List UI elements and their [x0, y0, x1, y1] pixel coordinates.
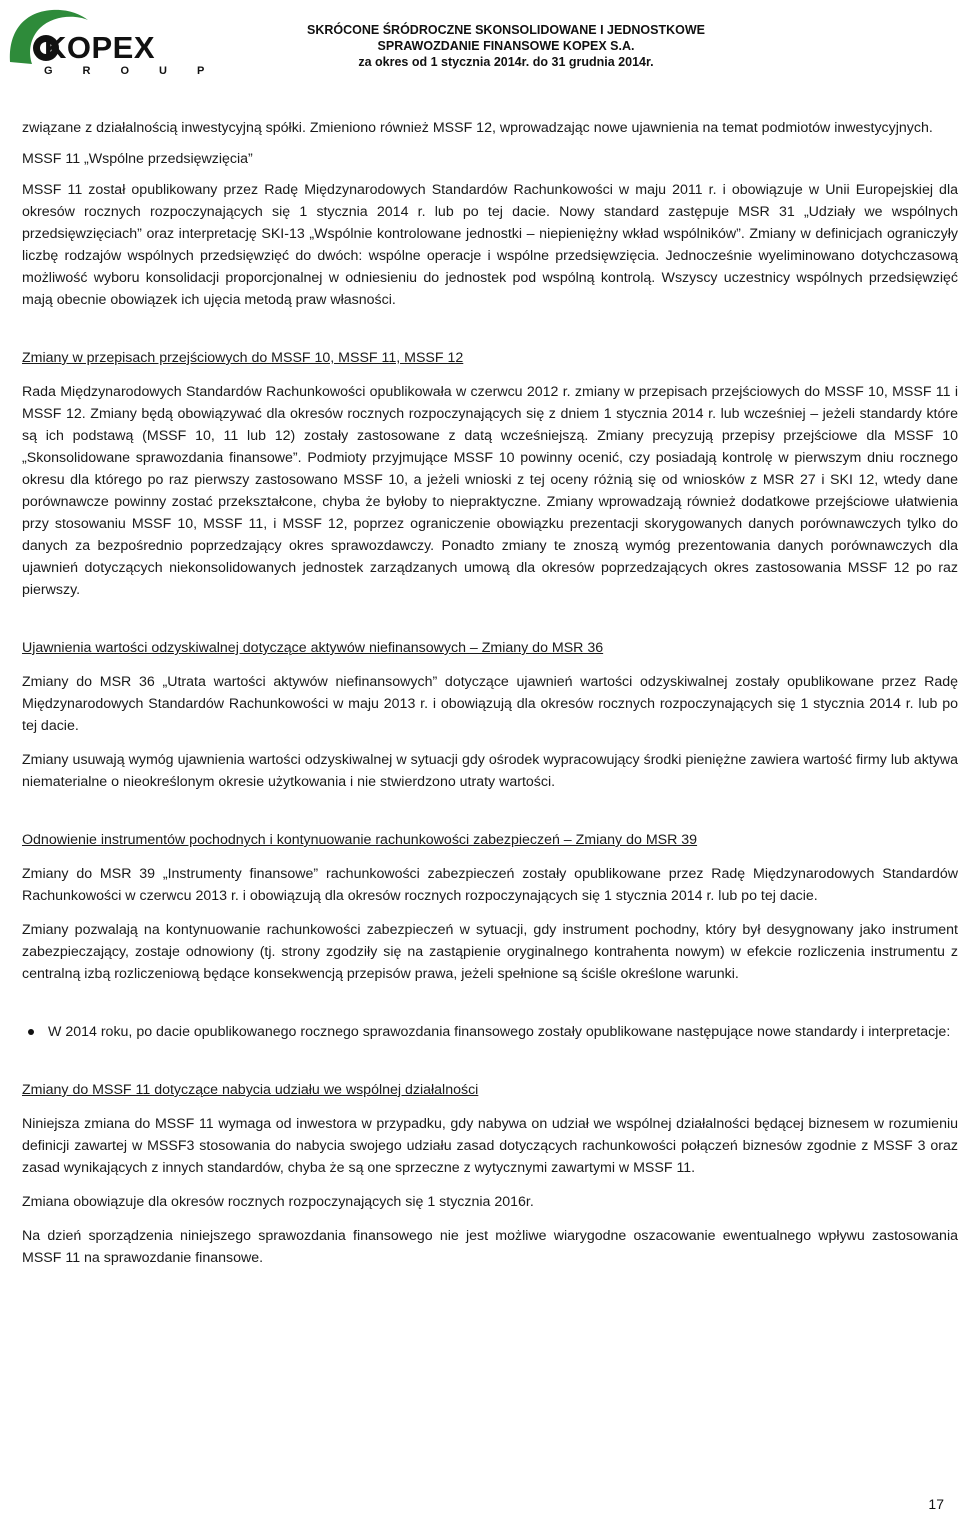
- paragraph-transition-changes: Rada Międzynarodowych Standardów Rachunkowości opublikowała w czerwcu 2012 r. zmiany w przepisach przejściowych do MSSF 10, MSSF 11 i MSSF 12. Zmiany będą obowiązywać dla okresów rocznych rozpoczynających się z dniem 1 stycznia 2014 r. lub wcześniej – jeżeli standardy które są ich podstawą (MSSF 10, 11 lub 12) zostały zastosowane z datą wcześniejszą. Zmiany precyzują przepisy przejściowe dla MSSF 10 „Skonsolidowane sprawozdania finansowe”. Podmioty przyjmujące MSSF 10 powinny ocenić, czy posiadają kontrolę w pierwszym dniu rocznego okresu dla którego po raz pierwszy zastosowano MSSF 10, a jeżeli wnioski z tej oceny różnią się od wniosków z MSR 27 i SKI 12, wtedy dane porównawcze powinny zostać przekształcone, chyba że byłoby to niepraktyczne. Zmiany wprowadzają również dodatkowe przejściowe ułatwienia przy stosowaniu MSSF 10, MSSF 11, i MSSF 12, poprzez ograniczenie obowiązku prezentacji skorygowanych danych porównawczych tylko do danych za bezpośrednio poprzedzający okres sprawozdawczy. Ponadto zmiany te znoszą wymóg prezentowania danych porównawczych dla ujawnień dotyczących niekonsolidowanych jednostek zarządzanych umową dla okresów poprzedzających okres zastosowania MSSF 12 po raz pierwszy.: [22, 384, 958, 598]
- paragraph-msr36-publication: Zmiany do MSR 36 „Utrata wartości aktywów niefinansowych” dotyczące ujawnień wartości odzyskiwalnej zostały opublikowane przez Radę Międzynarodowych Standardów Rachunkowości w maju 2013 r. i obowiązują dla okresów rocznych rozpoczynających się 1 stycznia 2014 r. lub po tej dacie.: [22, 674, 958, 734]
- paragraph-msr39-publication: Zmiany do MSR 39 „Instrumenty finansowe” rachunkowości zabezpieczeń zostały opublikowane przez Radę Międzynarodowych Standardów Rachunkowości w czerwcu 2013 r. i obowiązują dla okresów rocznych rozpoczynających się 1 stycznia 2014 r. lub po tej dacie.: [22, 866, 958, 904]
- bullet-list-item: [22, 1021, 958, 1043]
- page-header: [0, 0, 960, 90]
- document-body: [22, 117, 958, 1269]
- logo-group-text: GROUP: [44, 65, 235, 77]
- paragraph-effective-date: Zmiana obowiązuje dla okresów rocznych rozpoczynających się 1 stycznia 2016r.: [22, 1194, 534, 1210]
- paragraph-impact-assessment: Na dzień sporządzenia niniejszego sprawozdania finansowego nie jest możliwe wiarygodne oszacowanie ewentualnego wpływu zastosowania MSSF 11 na sprawozdanie finansowe.: [22, 1228, 958, 1266]
- heading-transition-changes: Zmiany w przepisach przejściowych do MSSF 10, MSSF 11, MSSF 12: [22, 350, 464, 366]
- heading-mssf11-acquisition: Zmiany do MSSF 11 dotyczące nabycia udziału we wspólnej działalności: [22, 1082, 479, 1098]
- document-header-titles: [296, 22, 716, 70]
- bullet-dot-icon: [28, 1029, 34, 1035]
- paragraph-msr36-changes: Zmiany usuwają wymóg ujawnienia wartości odzyskiwalnej w sytuacji gdy ośrodek wypracowujący środki pieniężne zawiera wartość firmy lub aktywa niematerialne o nieokreślonym okresie użytkowania i nie stwierdzono utraty wartości.: [22, 752, 958, 790]
- header-title-line-2: SPRAWOZDANIE FINANSOWE KOPEX S.A.: [377, 39, 635, 53]
- header-title-line-3: za okres od 1 stycznia 2014r. do 31 grudnia 2014r.: [358, 55, 654, 69]
- paragraph-mssf11: MSSF 11 został opublikowany przez Radę Międzynarodowych Standardów Rachunkowości w maju 2011 r. i obowiązuje w Unii Europejskiej dla okresów rocznych rozpoczynających się 1 stycznia 2014 r. lub po tej dacie. Nowy standard zastępuje MSR 31 „Udziały we wspólnych przedsięwzięciach” oraz interpretację SKI-13 „Wspólnie kontrolowane jednostki – niepieniężny wkład wspólników”. Zmiany w definicjach ograniczyły liczbę rodzajów wspólnych przedsięwzięć do dwóch: wspólne operacje i wspólne przedsięwzięcia. Jednocześnie wyeliminowano dotychczasową możliwość wyboru konsolidacji proporcjonalnej w odniesieniu do jednostek pod wspólną kontrolą. Wszyscy uczestnicy wspólnych przedsięwzięć mają obecnie obowiązek ich ujęcia metodą praw własności.: [22, 182, 958, 308]
- heading-mssf11: MSSF 11 „Wspólne przedsięwzięcia”: [22, 151, 253, 167]
- page-number: 17: [928, 1496, 944, 1512]
- heading-msr36: Ujawnienia wartości odzyskiwalnej dotyczące aktywów niefinansowych – Zmiany do MSR 36: [22, 640, 604, 656]
- paragraph-msr39-changes: Zmiany pozwalają na kontynuowanie rachunkowości zabezpieczeń w sytuacji, gdy instrument pochodny, który był desygnowany jako instrument zabezpieczający, zostaje odnowiony (tj. strony zgodziły się na zastąpienie oryginalnego kontrahenta nowym) w efekcie rozliczenia instrumentu z centralną izbą rozliczeniową będące konsekwencją przepisów prawa, jeżeli spełnione są ściśle określone warunki.: [22, 922, 958, 982]
- bullet-text: W 2014 roku, po dacie opublikowanego rocznego sprawozdania finansowego zostały opublikowane następujące nowe standardy i interpretacje:: [48, 1024, 951, 1040]
- heading-msr39: Odnowienie instrumentów pochodnych i kontynuowanie rachunkowości zabezpieczeń – Zmiany do MSR 39: [22, 832, 698, 848]
- paragraph-mssf11-acquisition: Niniejsza zmiana do MSSF 11 wymaga od inwestora w przypadku, gdy nabywa on udział we wspólnej działalności będącej biznesem w rozumieniu definicji zawartej w MSSF3 stosowania do nabycia swojego udziału zasad dotyczących rachunkowości połączeń biznesów zgodnie z MSSF 3 oraz zasad wynikających z innych standardów, chyba że są one sprzeczne z wytycznymi zawartymi w MSSF 11.: [22, 1116, 958, 1176]
- paragraph-investment-entities: związane z działalnością inwestycyjną spółki. Zmieniono również MSSF 12, wprowadzając nowe ujawnienia na temat podmiotów inwestycyjnych.: [22, 120, 933, 136]
- header-title-line-1: SKRÓCONE ŚRÓDROCZNE SKONSOLIDOWANE I JEDNOSTKOWE: [307, 23, 705, 37]
- logo-wordmark: KOPEX: [44, 30, 156, 65]
- kopex-logo: [8, 6, 235, 80]
